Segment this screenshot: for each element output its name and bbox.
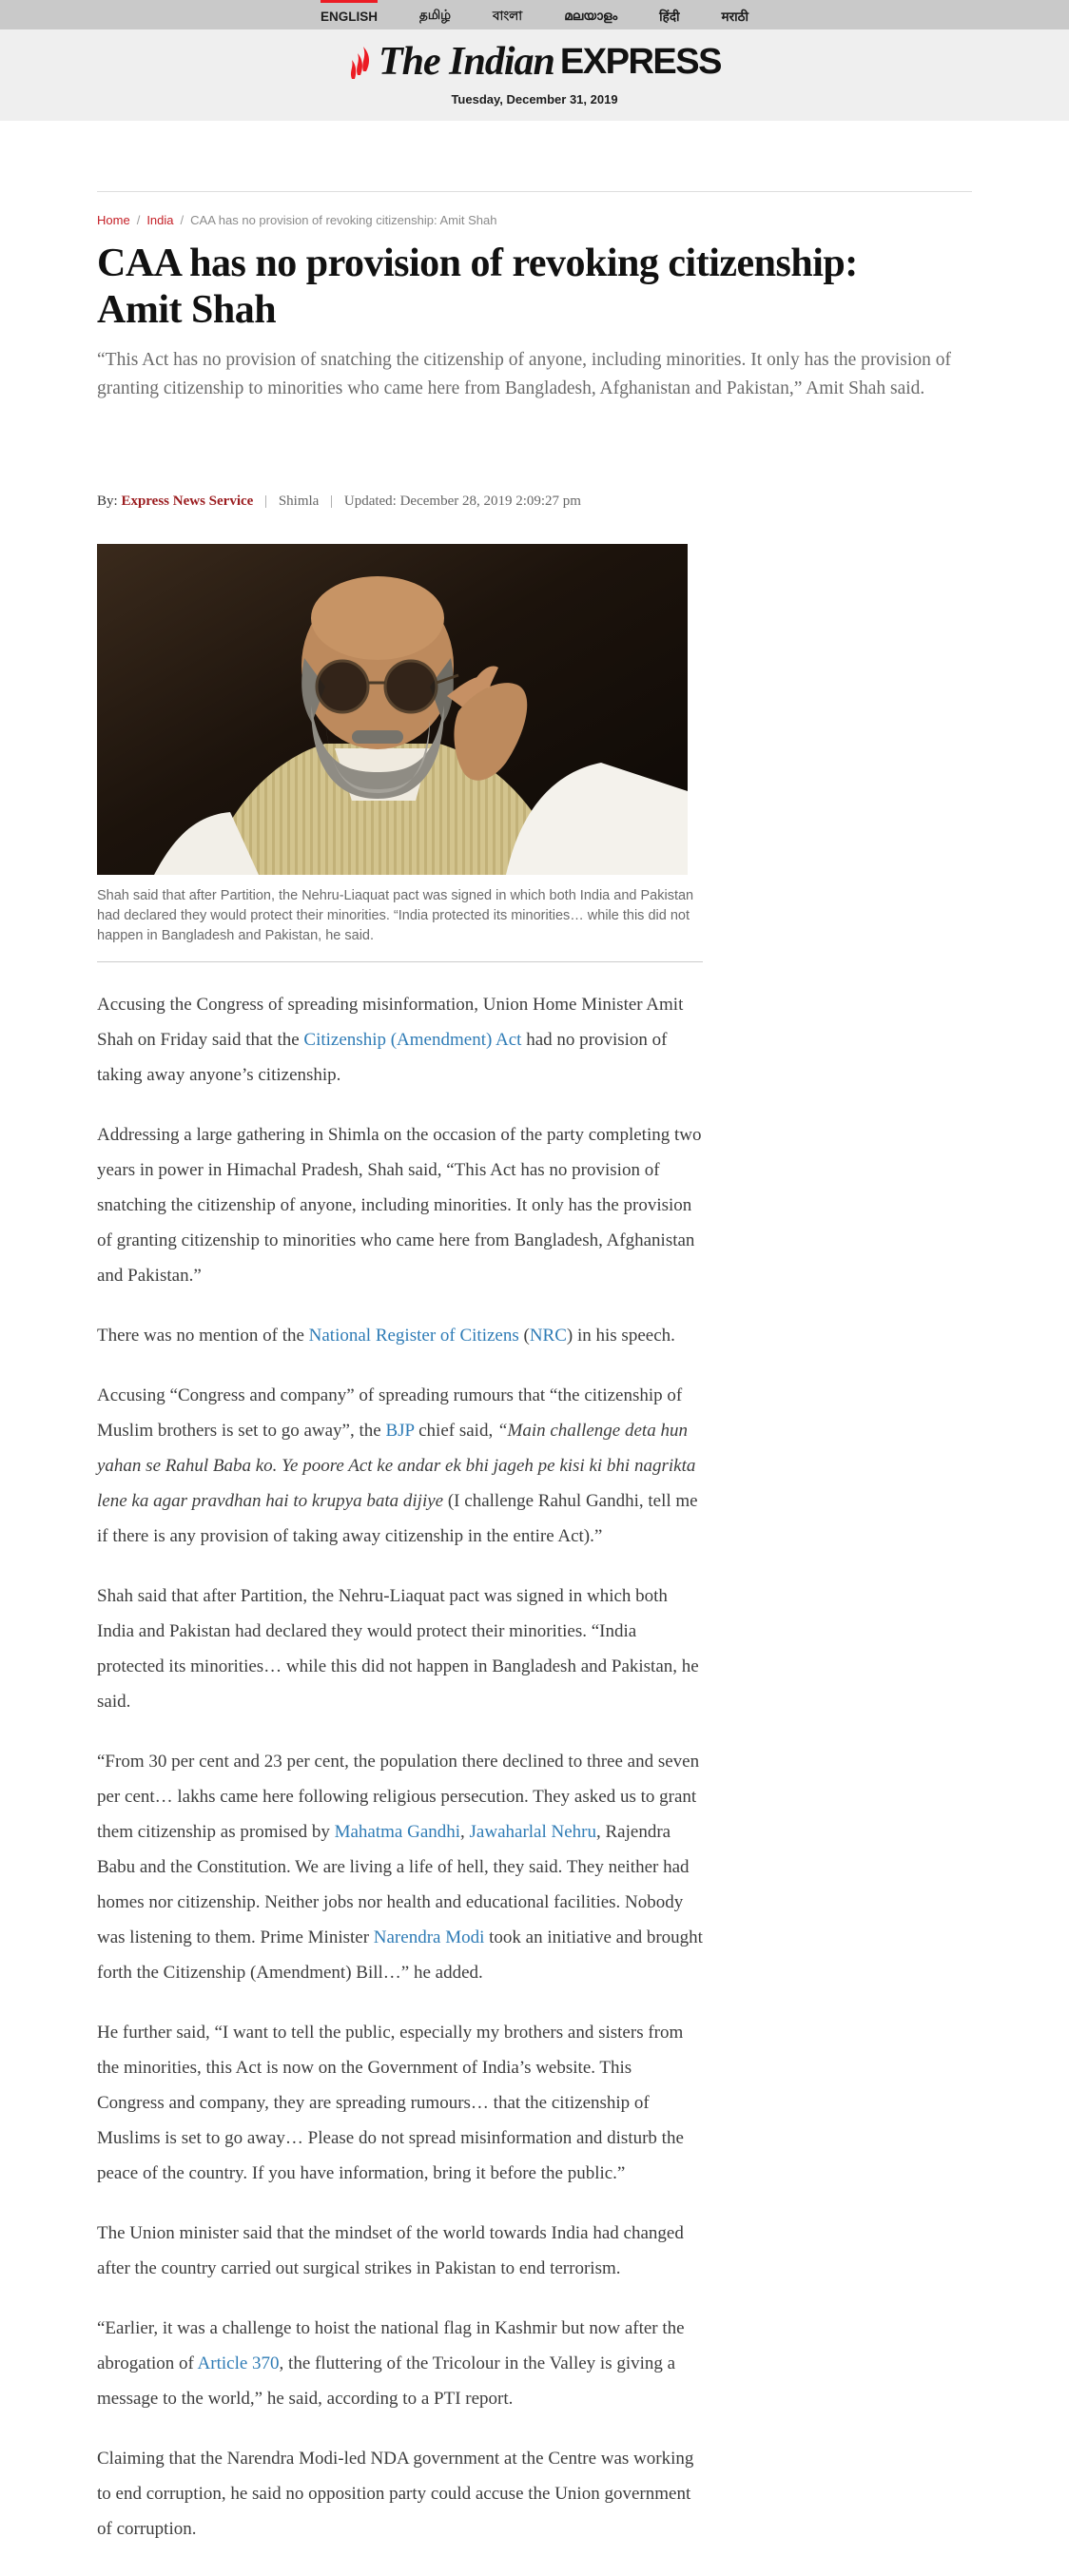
paragraph-text: “From 30 per cent and 23 per cent, the population there declined to three and seven per cent… lakhs came here following religious persecution. They asked us to grant them citizenship as promised by [97, 1751, 700, 1842]
article-headline: CAA has no provision of revoking citizenship: Amit Shah [97, 242, 858, 332]
lang-item-tamil[interactable]: தமிழ் [419, 8, 451, 22]
logo-text-the-indian: The Indian [379, 40, 554, 84]
inline-article-link[interactable]: National Register of Citizens [308, 1325, 519, 1346]
byline-author-link[interactable]: Express News Service [121, 493, 254, 509]
lang-item-english[interactable]: ENGLISH [321, 0, 378, 29]
byline-prefix: By: [97, 493, 118, 509]
lang-item-bangla[interactable]: বাংলা [493, 8, 523, 23]
paragraph-text: “Main challenge deta hun yahan se Rahul Baba ko. Ye poore Act ke andar ek bhi jageh pe kisi ki bhi nagrikta lene ka agar pravdhan hai to krupya bata dijiye [97, 1420, 696, 1511]
article-byline [97, 494, 972, 510]
article-paragraph [97, 2015, 703, 2191]
article-standfirst: “This Act has no provision of snatching the citizenship of anyone, including minorities. It only has the provision of granting citizenship to minorities who came here from Bangladesh, Afghanistan and Pakistan,” Amit Shah said. [97, 350, 951, 398]
paragraph-text: He further said, “I want to tell the public, especially my brothers and sisters from the minorities, this Act is now on the Government of India’s website. This Congress and company, they are spreading rumours… that the citizenship of Muslims is set to go away… Please do not spread misinformation and disturb the peace of the country. If you have information, bring it before the public.” [97, 2022, 684, 2183]
lang-item-hindi[interactable]: हिंदी [659, 10, 680, 24]
article-body [97, 987, 703, 2547]
article-paragraph [97, 2311, 703, 2416]
breadcrumb-separator: / [180, 213, 185, 227]
breadcrumb [97, 213, 972, 227]
indian-express-logo[interactable] [0, 37, 1069, 87]
inline-article-link[interactable]: Jawaharlal Nehru [469, 1821, 596, 1842]
breadcrumb-separator: / [136, 213, 141, 227]
lang-item-malayalam[interactable]: മലയാളം [564, 9, 618, 23]
paragraph-text: , Rajendra Babu and the Constitution. We are living a life of hell, they said. They neither had homes nor citizenship. Neither jobs nor health and educational facilities. Nobody was listening to them. Prime Minister [97, 1821, 690, 1947]
logo-text-express: EXPRESS [559, 41, 721, 82]
paragraph-text: “Earlier, it was a challenge to hoist the national flag in Kashmir but now after the abrogation of [97, 2317, 685, 2373]
paragraph-text: Accusing the Congress of spreading misinformation, Union Home Minister Amit Shah on Friday said that the [97, 994, 684, 1050]
flame-icon [348, 43, 373, 81]
article-paragraph [97, 2441, 703, 2547]
paragraph-text: Accusing “Congress and company” of spreading rumours that “the citizenship of Muslim brothers is set to go away”, the [97, 1385, 683, 1441]
article-container [97, 191, 972, 2547]
paragraph-text: , [460, 1821, 470, 1842]
article-paragraph [97, 1744, 703, 1990]
breadcrumb-current: CAA has no provision of revoking citizenship: Amit Shah [190, 213, 497, 227]
paragraph-text: Addressing a large gathering in Shimla on the occasion of the party completing two years in power in Himachal Pradesh, Shah said, “This Act has no provision of snatching the citizenship of anyone, including minorities. It only has the provision of granting citizenship to minorities who came here from Bangladesh, Afghanistan and Pakistan.” [97, 1124, 702, 1286]
breadcrumb-home-link[interactable]: Home [97, 213, 130, 227]
breadcrumb-india-link[interactable]: India [146, 213, 174, 227]
lang-item-marathi[interactable]: मराठी [721, 10, 748, 24]
inline-article-link[interactable]: NRC [529, 1325, 567, 1346]
image-caption: Shah said that after Partition, the Nehru-Liaquat pact was signed in which both India and Pakistan had declared they would protect their minorities. “India protected its minorities… while this did not happen in Bangladesh and Pakistan, he said. [97, 875, 703, 962]
inline-article-link[interactable]: Narendra Modi [373, 1927, 485, 1947]
article-paragraph [97, 1318, 703, 1353]
paragraph-text: chief said, [414, 1420, 497, 1441]
article-paragraph [97, 1378, 703, 1554]
byline-updated: Updated: December 28, 2019 2:09:27 pm [343, 493, 581, 509]
article-paragraph [97, 2216, 703, 2286]
language-bar [0, 0, 1069, 29]
paragraph-text: Shah said that after Partition, the Nehru-Liaquat pact was signed in which both India and Pakistan had declared they would protect their minorities. “India protected its minorities… while this did not happen in Bangladesh and Pakistan, he said. [97, 1585, 699, 1712]
masthead-date: Tuesday, December 31, 2019 [451, 92, 618, 107]
article-paragraph [97, 1579, 703, 1719]
paragraph-text: (I challenge Rahul Gandhi, tell me if there is any provision of taking away citizenship in the entire Act).” [97, 1490, 698, 1546]
article-image [97, 544, 688, 875]
masthead [0, 29, 1069, 121]
paragraph-text: took an initiative and brought forth the Citizenship (Amendment) Bill…” he added. [97, 1927, 703, 1983]
article-paragraph [97, 1117, 703, 1293]
paragraph-text: The Union minister said that the mindset of the world towards India had changed after the country carried out surgical strikes in Pakistan to end terrorism. [97, 2222, 684, 2278]
paragraph-text: had no provision of taking away anyone’s citizenship. [97, 1029, 668, 1085]
paragraph-text: ) in his speech. [566, 1325, 675, 1346]
byline-separator: | [264, 493, 268, 509]
inline-article-link[interactable]: Citizenship (Amendment) Act [303, 1029, 522, 1050]
inline-article-link[interactable]: Article 370 [197, 2353, 280, 2373]
byline-location: Shimla [278, 493, 320, 509]
paragraph-text: , the fluttering of the Tricolour in the Valley is giving a message to the world,” he said, according to a PTI report. [97, 2353, 676, 2409]
paragraph-text: ( [518, 1325, 530, 1346]
inline-article-link[interactable]: BJP [385, 1420, 415, 1441]
inline-article-link[interactable]: Mahatma Gandhi [334, 1821, 461, 1842]
article-paragraph [97, 987, 703, 1093]
paragraph-text: Claiming that the Narendra Modi-led NDA government at the Centre was working to end corruption, he said no opposition party could accuse the Union government of corruption. [97, 2448, 694, 2539]
paragraph-text: There was no mention of the [97, 1325, 309, 1346]
byline-separator: | [330, 493, 334, 509]
